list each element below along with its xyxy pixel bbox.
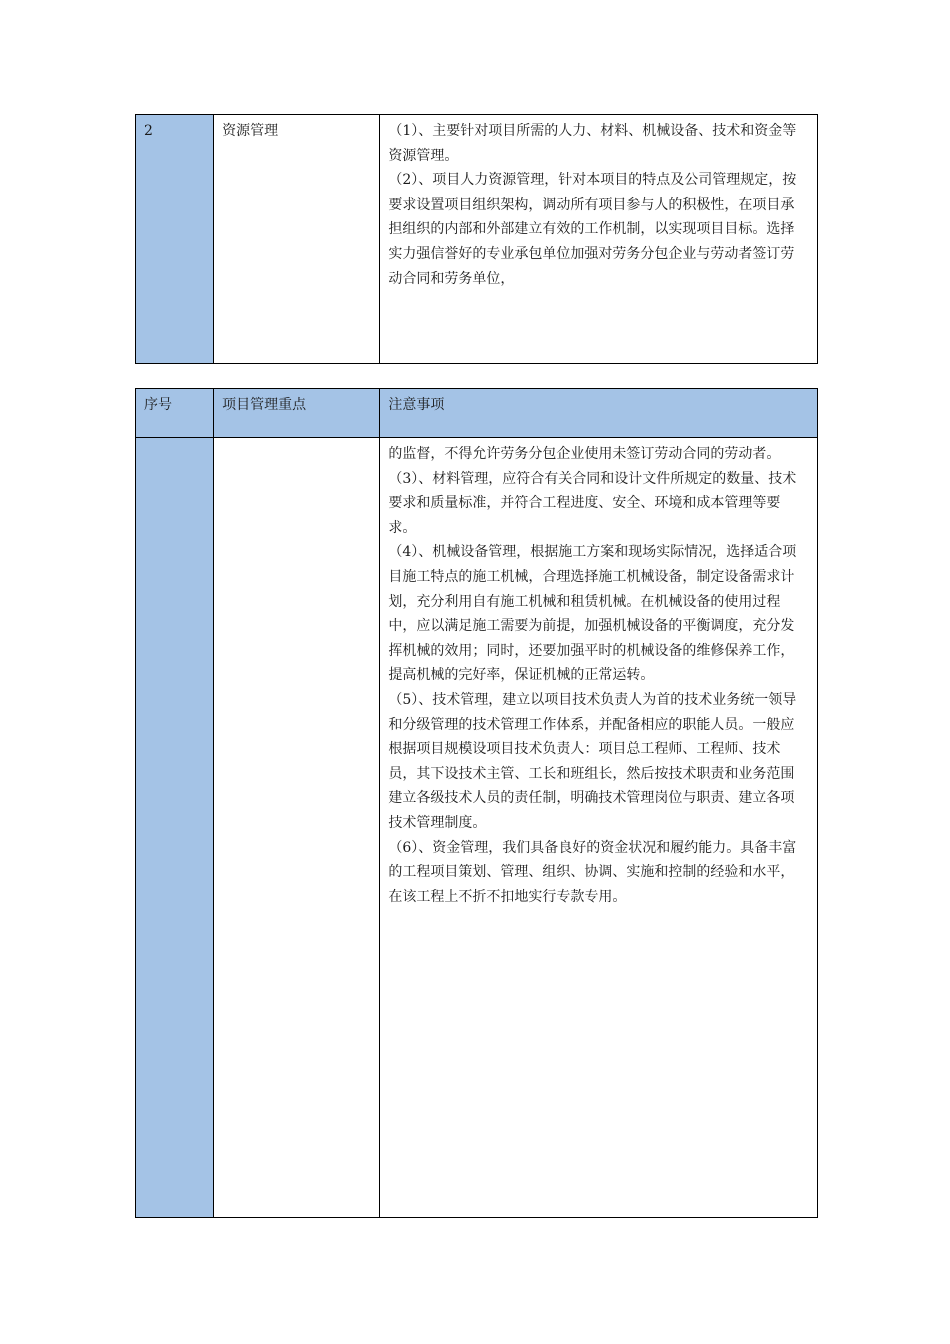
- resource-management-table-bottom: [135, 388, 818, 1218]
- row-number-cell: [136, 438, 214, 1218]
- row-number: 2: [144, 123, 153, 139]
- notes-cell: [380, 438, 818, 1218]
- row-number-cell: [136, 115, 214, 364]
- note-paragraph: （1）、主要针对项目所需的人力、材料、机械设备、技术和资金等资源管理。: [388, 123, 797, 164]
- table-row: [136, 115, 818, 364]
- resource-management-table-top: [135, 114, 818, 364]
- note-paragraph: 的监督，不得允许劳务分包企业使用未签订劳动合同的劳动者。: [388, 446, 781, 462]
- header-number: 序号: [136, 389, 214, 438]
- key-point-label: 资源管理: [222, 123, 279, 139]
- key-point-cell: [214, 438, 380, 1218]
- note-paragraph: （5）、技术管理，建立以项目技术负责人为首的技术业务统一领导和分级管理的技术管理工作体系，并配备相应的职能人员。一般应根据项目规模设项目技术负责人：项目总工程师、工程师、技术员，其下设技术主管、工长和班组长，然后按技术职责和业务范围建立各级技术人员的责任制，明确技术管理岗位与职责、建立各项技术管理制度。: [388, 691, 797, 831]
- table-row: [136, 438, 818, 1218]
- note-paragraph: （2）、项目人力资源管理，针对本项目的特点及公司管理规定，按要求设置项目组织架构，调动所有项目参与人的积极性，在项目承担组织的内部和外部建立有效的工作机制，以实现项目目标。选择实力强信誉好的专业承包单位加强对劳务分包企业与劳动者签订劳动合同和劳务单位，: [388, 172, 797, 287]
- table-header-row: [136, 389, 818, 438]
- notes-cell: [380, 115, 818, 364]
- key-point-cell: [214, 115, 380, 364]
- note-paragraph: （6）、资金管理，我们具备良好的资金状况和履约能力。具备丰富的工程项目策划、管理、组织、协调、实施和控制的经验和水平，在该工程上不折不扣地实行专款专用。: [388, 839, 797, 905]
- note-paragraph: （3）、材料管理，应符合有关合同和设计文件所规定的数量、技术要求和质量标准，并符合工程进度、安全、环境和成本管理等要求。: [388, 470, 797, 536]
- note-paragraph: （4）、机械设备管理，根据施工方案和现场实际情况，选择适合项目施工特点的施工机械，合理选择施工机械设备，制定设备需求计划，充分利用自有施工机械和租赁机械。在机械设备的使用过程中，应以满足施工需要为前提，加强机械设备的平衡调度，充分发挥机械的效用；同时，还要加强平时的机械设备的维修保养工作，提高机械的完好率，保证机械的正常运转。: [388, 544, 797, 684]
- header-key-point: 项目管理重点: [214, 389, 380, 438]
- header-notes: 注意事项: [380, 389, 818, 438]
